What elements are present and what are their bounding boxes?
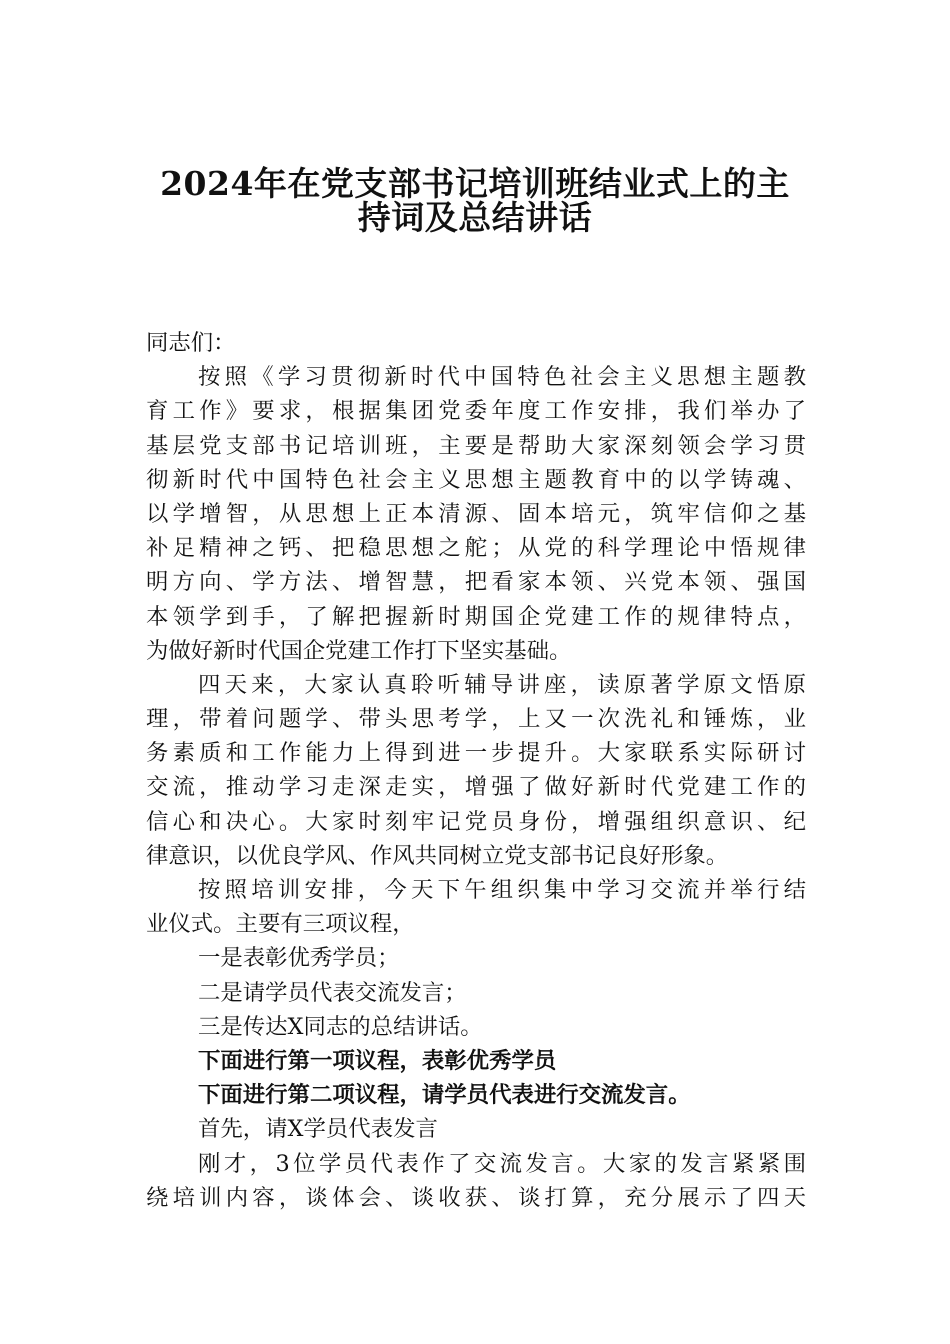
bold-agenda-heading: 下面进行第一项议程，表彰优秀学员 bbox=[198, 1047, 557, 1074]
paragraph-line: 本领学到手，了解把握新时期国企党建工作的规律特点， bbox=[146, 603, 806, 630]
paragraph-line: 为做好新时代国企党建工作打下坚实基础。 bbox=[146, 637, 572, 664]
title-line: 2024年在党支部书记培训班结业式上的主 bbox=[160, 164, 790, 203]
document-title bbox=[140, 152, 810, 238]
bold-agenda-heading: 下面进行第二项议程，请学员代表进行交流发言。 bbox=[198, 1082, 691, 1109]
speaker-intro: 首先，请X学员代表发言 bbox=[198, 1116, 438, 1143]
paragraph-line: 绕培训内容，谈体会、谈收获、谈打算，充分展示了四天 bbox=[146, 1184, 806, 1211]
paragraph-line: 按照《学习贯彻新时代中国特色社会主义思想主题教 bbox=[198, 364, 806, 391]
paragraph-line: 以学增智，从思想上正本清源、固本培元，筑牢信仰之基 bbox=[146, 500, 806, 527]
agenda-item: 一是表彰优秀学员； bbox=[198, 945, 400, 972]
document-body bbox=[146, 326, 806, 1215]
paragraph-line: 彻新时代中国特色社会主义思想主题教育中的以学铸魂、 bbox=[146, 466, 806, 493]
paragraph-line: 基层党支部书记培训班，主要是帮助大家深刻领会学习贯 bbox=[146, 432, 806, 459]
paragraph-line: 按照培训安排，今天下午组织集中学习交流并举行结 bbox=[198, 877, 806, 903]
paragraph-line: 补足精神之钙、把稳思想之舵；从党的科学理论中悟规律 bbox=[146, 535, 806, 562]
paragraph-line: 明方向、学方法、增智慧，把看家本领、兴党本领、强国 bbox=[146, 569, 806, 596]
paragraph-line: 理，带着问题学、带头思考学，上又一次洗礼和锤炼，业 bbox=[146, 706, 806, 733]
paragraph-line: 业仪式。主要有三项议程， bbox=[146, 911, 415, 938]
paragraph-line: 交流，推动学习走深走实，增强了做好新时代党建工作的 bbox=[146, 774, 806, 801]
title-line: 持词及总结讲话 bbox=[357, 198, 593, 238]
agenda-item: 二是请学员代表交流发言； bbox=[198, 979, 467, 1006]
paragraph-line: 务素质和工作能力上得到进一步提升。大家联系实际研讨 bbox=[146, 740, 806, 767]
agenda-item: 三是传达X同志的总结讲话。 bbox=[198, 1013, 483, 1040]
paragraph-line: 律意识，以优良学风、作风共同树立党支部书记良好形象。 bbox=[146, 842, 729, 869]
salutation: 同志们： bbox=[146, 330, 236, 356]
paragraph-line: 信心和决心。大家时刻牢记党员身份，增强组织意识、纪 bbox=[146, 808, 806, 835]
paragraph-line: 育工作》要求，根据集团党委年度工作安排，我们举办了 bbox=[146, 398, 806, 425]
paragraph-line: 四天来，大家认真聆听辅导讲座，读原著学原文悟原 bbox=[198, 671, 806, 698]
paragraph-line: 刚才，3位学员代表作了交流发言。大家的发言紧紧围 bbox=[198, 1150, 806, 1177]
